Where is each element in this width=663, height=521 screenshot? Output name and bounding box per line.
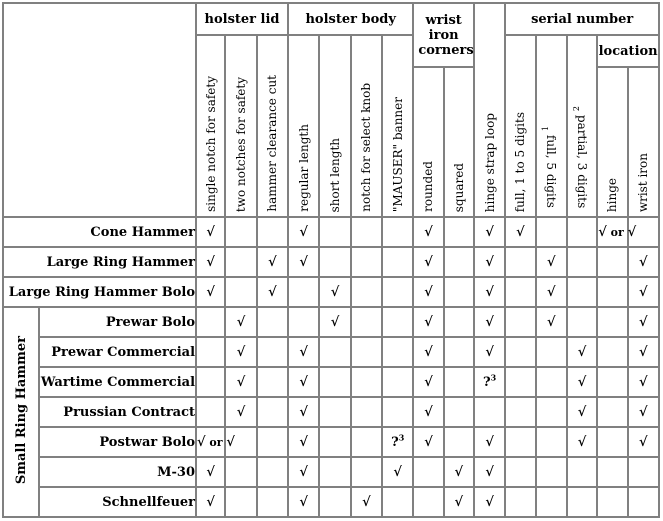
table-cell [444,217,474,247]
table-cell [597,397,627,427]
holster-features-table [2,2,660,518]
table-cell [444,307,474,337]
table-cell [196,307,225,337]
table-cell [505,307,535,337]
table-cell: √ [413,367,443,397]
table-cell [628,487,659,517]
col-header-hinge-strap-loop: hinge strap loop [474,3,505,217]
table-cell [196,367,225,397]
table-cell: √ [628,337,659,367]
table-cell [257,307,288,337]
table-cell [505,457,535,487]
group-serial-number: serial number [505,3,659,35]
table-row [3,367,659,397]
table-cell [257,457,288,487]
table-cell [351,457,382,487]
table-cell: √ [382,457,413,487]
table-cell [628,457,659,487]
table-cell: √ [288,457,319,487]
table-cell: √ [536,247,567,277]
table-cell [413,487,443,517]
table-cell: √ [628,307,659,337]
table-cell: √ [319,307,350,337]
table-cell [505,337,535,367]
table-cell: √ [628,277,659,307]
table-cell [444,427,474,457]
table-cell: √ [288,337,319,367]
col-header-full-5-digits: full, 5 digits $^1$ [536,35,567,217]
table-cell: √ [505,217,535,247]
table-row [3,427,659,457]
table-cell: √ [567,367,597,397]
col-header-select-knob-notch: notch for select knob [351,35,382,217]
table-row [3,337,659,367]
table-cell [351,337,382,367]
row-label: Cone Hammer [3,217,196,247]
table-cell [382,487,413,517]
table-cell [536,457,567,487]
table-cell [536,367,567,397]
table-cell: √ [444,457,474,487]
table-cell: √ [413,397,443,427]
table-cell: √ [413,277,443,307]
table-cell [444,397,474,427]
table-cell [597,307,627,337]
group-holster-lid: holster lid [196,3,288,35]
table-cell: √ [196,457,225,487]
table-cell: √ [628,397,659,427]
table-cell: √ [225,367,256,397]
table-cell [444,367,474,397]
table-cell: √ [225,307,256,337]
table-cell [536,427,567,457]
table-cell: √ [474,247,505,277]
table-cell: √ [351,487,382,517]
table-cell: √ [474,487,505,517]
footnote-ref: 3 [398,432,405,443]
table-cell [351,427,382,457]
table-cell [288,307,319,337]
table-cell: √ [474,457,505,487]
table-cell [505,277,535,307]
table-cell [319,427,350,457]
side-group-label: Small Ring Hammer [3,307,39,517]
col-header-partial-3-digits: partial, 3 digits $^2$ [567,35,597,217]
table-cell [225,487,256,517]
col-header-location-hinge: hinge [597,67,627,217]
table-cell: √ [567,397,597,427]
table-cell: √ [536,277,567,307]
table-cell [413,457,443,487]
table-cell: √ [413,337,443,367]
table-cell: √ [288,247,319,277]
table-cell [196,427,235,457]
table-cell [536,217,567,247]
table-cell [505,487,535,517]
row-label: M-30 [39,457,196,487]
table-cell [567,487,597,517]
check-mark: √ [598,224,607,240]
group-location: location [597,35,659,67]
table-cell [382,307,413,337]
table-cell: √ [628,427,659,457]
corner-cell [3,3,196,217]
table-cell [505,397,535,427]
uncertain-mark: ? [483,374,491,390]
table-cell [319,367,350,397]
table-cell: √ [413,427,443,457]
table-cell [567,457,597,487]
table-cell [382,277,413,307]
table-cell [351,217,382,247]
table-cell [474,367,505,397]
table-cell [319,397,350,427]
table-cell [257,487,288,517]
table-cell [597,367,627,397]
table-cell: √ [413,307,443,337]
row-label: Schnellfeuer [39,487,196,517]
table-cell: √ [567,337,597,367]
table-cell: √ [225,337,256,367]
table-cell [567,277,597,307]
table-cell [257,217,288,247]
table-cell [319,247,350,277]
table-cell: √ [413,217,443,247]
table-cell: √ [474,337,505,367]
table-cell [382,367,413,397]
table-row [3,487,659,517]
table-cell [597,247,627,277]
table-cell: √ [474,307,505,337]
group-holster-body: holster body [288,3,413,35]
table-cell: √ [567,427,597,457]
table-cell: √ [474,427,505,457]
table-cell [567,247,597,277]
col-header-hammer-clearance: hammer clearance cut [257,35,288,217]
check-mark: √ [627,224,637,240]
check-mark: √ [197,434,206,450]
table-row [3,457,659,487]
table-cell [319,337,350,367]
table-cell [288,277,319,307]
table-cell: √ [628,367,659,397]
table-cell [597,337,627,367]
table-cell [536,397,567,427]
table-cell [196,337,225,367]
header-row-groups [3,3,659,35]
row-label: Large Ring Hammer [3,247,196,277]
row-label: Prussian Contract [39,397,196,427]
table-row [3,277,659,307]
table-cell [351,277,382,307]
table-cell [597,277,627,307]
table-row [3,397,659,427]
table-cell: √ [444,487,474,517]
table-cell [225,457,256,487]
uncertain-mark: ? [391,434,399,450]
table-cell [505,367,535,397]
table-cell [382,247,413,277]
table-cell [597,457,627,487]
table-cell: √ [288,367,319,397]
table-cell: √ [319,277,350,307]
table-cell [382,427,413,457]
or-text: or [606,225,628,239]
table-cell: √ [196,487,225,517]
table-cell [536,487,567,517]
or-text: or [205,435,227,449]
table-cell [196,397,225,427]
table-cell: √ [288,217,319,247]
row-label: Prewar Bolo [39,307,196,337]
table-cell [351,397,382,427]
table-cell [257,367,288,397]
table-cell: √ [257,277,288,307]
table-cell [567,307,597,337]
col-header-location-wrist-iron: wrist iron [628,67,659,217]
table-cell: √ [257,247,288,277]
table-cell [536,337,567,367]
col-header-squared: squared [444,67,474,217]
table-cell [505,427,535,457]
table-cell [597,427,627,457]
table-cell: √ [474,217,505,247]
table-cell [382,337,413,367]
table-cell [444,277,474,307]
col-header-single-notch: single notch for safety [196,35,225,217]
table-cell: √ [196,217,225,247]
table-cell [319,457,350,487]
table-cell [351,367,382,397]
table-cell [382,217,413,247]
col-header-mauser-banner: "MAUSER" banner [382,35,413,217]
table-cell [597,217,637,247]
table-cell [351,307,382,337]
table-cell [351,247,382,277]
table-cell: √ [288,487,319,517]
table-cell [257,427,288,457]
table-cell [597,487,627,517]
col-header-two-notches: two notches for safety [225,35,256,217]
table-cell: √ [628,247,659,277]
col-header-rounded: rounded [413,67,443,217]
row-label: Prewar Commercial [39,337,196,367]
row-label: Large Ring Hammer Bolo [3,277,196,307]
table-row [3,307,659,337]
table-row [3,247,659,277]
table-cell: √ [225,397,256,427]
col-header-full-1-5-digits: full, 1 to 5 digits [505,35,535,217]
row-label: Postwar Bolo [39,427,196,457]
table-cell [444,247,474,277]
table-cell: √ [288,427,319,457]
table-cell [444,337,474,367]
row-label: Wartime Commercial [39,367,196,397]
check-mark: √ [226,434,235,450]
table-cell [505,247,535,277]
table-cell: √ [413,247,443,277]
col-header-short-length: short length [319,35,350,217]
table-cell: √ [536,307,567,337]
table-cell [382,397,413,427]
table-row [3,217,659,247]
table-cell [319,217,350,247]
table-cell [567,217,597,247]
footnote-ref: 3 [490,372,497,383]
table-cell: √ [288,397,319,427]
table-cell [225,247,256,277]
group-wrist-iron-corners: wrist iron corners [413,3,474,67]
table-cell: √ [196,277,225,307]
table-cell: √ [474,277,505,307]
table-cell [225,217,256,247]
table-cell [257,337,288,367]
table-cell [257,397,288,427]
table-cell [319,487,350,517]
table-cell [225,277,256,307]
col-header-regular-length: regular length [288,35,319,217]
table-cell [474,397,505,427]
table-cell: √ [196,247,225,277]
